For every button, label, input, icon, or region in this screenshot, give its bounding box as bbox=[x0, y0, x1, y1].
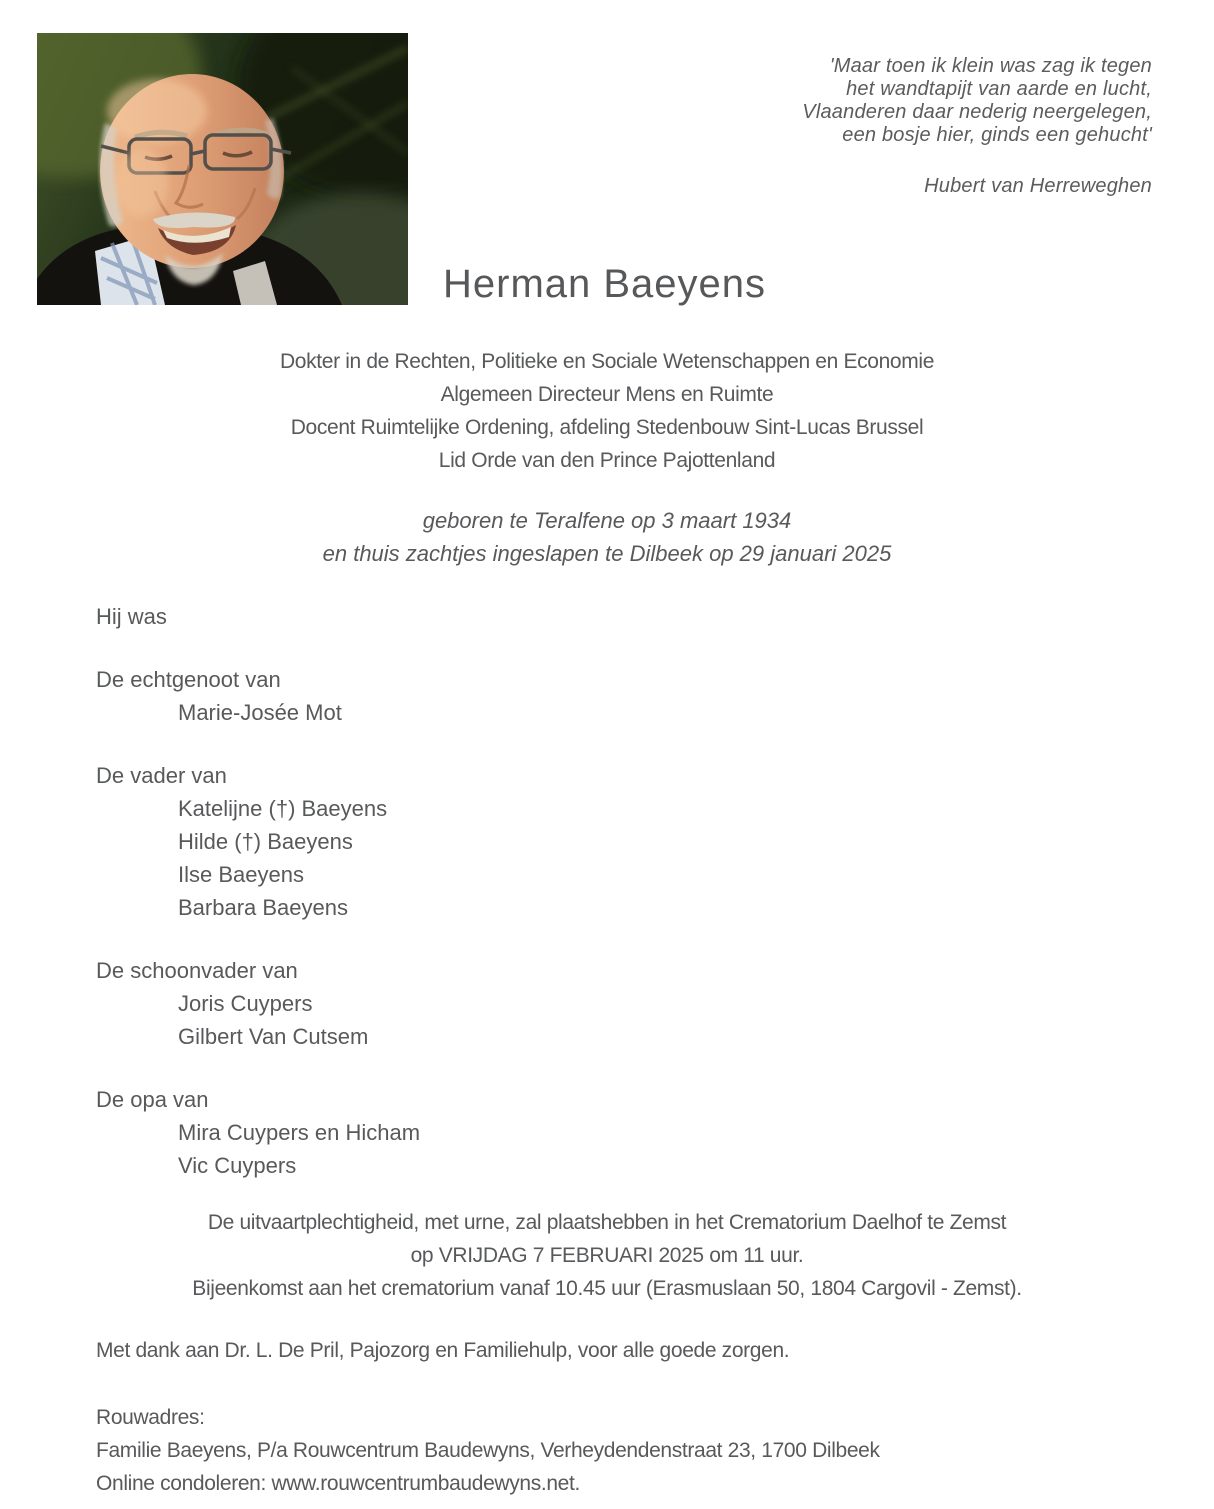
quote-block bbox=[802, 55, 1152, 198]
family-section-label: De schoonvader van bbox=[96, 958, 298, 983]
family-section-spouse bbox=[96, 663, 420, 729]
family-member: Katelijne (†) Baeyens bbox=[178, 796, 388, 821]
family-member: Marie-Josée Mot bbox=[178, 700, 342, 725]
ceremony-line-3: Bijeenkomst aan het crematorium vanaf 10.45 uur (Erasmuslaan 50, 1804 Cargovil - Zemst). bbox=[192, 1277, 1022, 1300]
mourning-address-line: Familie Baeyens, P/a Rouwcentrum Baudewyns, Verheydendenstraat 23, 1700 Dilbeek bbox=[96, 1439, 880, 1462]
family-section-children bbox=[96, 759, 420, 924]
family-block bbox=[96, 600, 420, 1182]
family-section-label: De opa van bbox=[96, 1087, 209, 1112]
family-section-sons-in-law bbox=[96, 954, 420, 1053]
ceremony-line-2: op VRIJDAG 7 FEBRUARI 2025 om 11 uur. bbox=[410, 1244, 804, 1267]
title-line-3: Docent Ruimtelijke Ordening, afdeling Stedenbouw Sint-Lucas Brussel bbox=[290, 416, 924, 439]
family-member: Ilse Baeyens bbox=[178, 862, 304, 887]
portrait-photo bbox=[37, 33, 408, 305]
family-member: Gilbert Van Cutsem bbox=[178, 1024, 369, 1049]
quote-line-1: 'Maar toen ik klein was zag ik tegen bbox=[829, 55, 1152, 77]
online-condolence-line: Online condoleren: www.rouwcentrumbaudewyns.net. bbox=[96, 1472, 580, 1495]
family-member: Barbara Baeyens bbox=[178, 895, 348, 920]
title-line-1: Dokter in de Rechten, Politieke en Sociale Wetenschappen en Economie bbox=[279, 350, 935, 373]
mourning-address-block bbox=[96, 1401, 880, 1500]
birth-line: geboren te Teralfene op 3 maart 1934 bbox=[422, 508, 792, 533]
portrait-photo-image bbox=[37, 33, 408, 305]
family-member: Joris Cuypers bbox=[178, 991, 313, 1016]
titles-block bbox=[0, 345, 1214, 477]
title-line-4: Lid Orde van den Prince Pajottenland bbox=[438, 449, 776, 472]
family-section-label: De echtgenoot van bbox=[96, 667, 281, 692]
death-line: en thuis zachtjes ingeslapen te Dilbeek op 29 januari 2025 bbox=[322, 541, 892, 566]
quote-line-4: een bosje hier, ginds een gehucht' bbox=[842, 124, 1152, 146]
family-section-label: De vader van bbox=[96, 763, 227, 788]
quote-line-2: het wandtapijt van aarde en lucht, bbox=[846, 78, 1152, 100]
mourning-address-label: Rouwadres: bbox=[96, 1406, 205, 1429]
title-line-2: Algemeen Directeur Mens en Ruimte bbox=[440, 383, 774, 406]
thanks-line: Met dank aan Dr. L. De Pril, Pajozorg en Familiehulp, voor alle goede zorgen. bbox=[96, 1339, 790, 1362]
family-member: Vic Cuypers bbox=[178, 1153, 297, 1178]
quote-line-3: Vlaanderen daar nederig neergelegen, bbox=[802, 101, 1152, 123]
quote-author: Hubert van Herreweghen bbox=[924, 175, 1152, 197]
ceremony-line-1: De uitvaartplechtigheid, met urne, zal plaatshebben in het Crematorium Daelhof te Zemst bbox=[207, 1211, 1007, 1234]
family-section-grandchildren bbox=[96, 1083, 420, 1182]
family-member: Mira Cuypers en Hicham bbox=[178, 1120, 421, 1145]
ceremony-block bbox=[0, 1206, 1214, 1305]
life-dates-block bbox=[0, 504, 1214, 570]
family-member: Hilde (†) Baeyens bbox=[178, 829, 353, 854]
deceased-name: Herman Baeyens bbox=[443, 262, 767, 306]
family-intro: Hij was bbox=[96, 604, 167, 629]
